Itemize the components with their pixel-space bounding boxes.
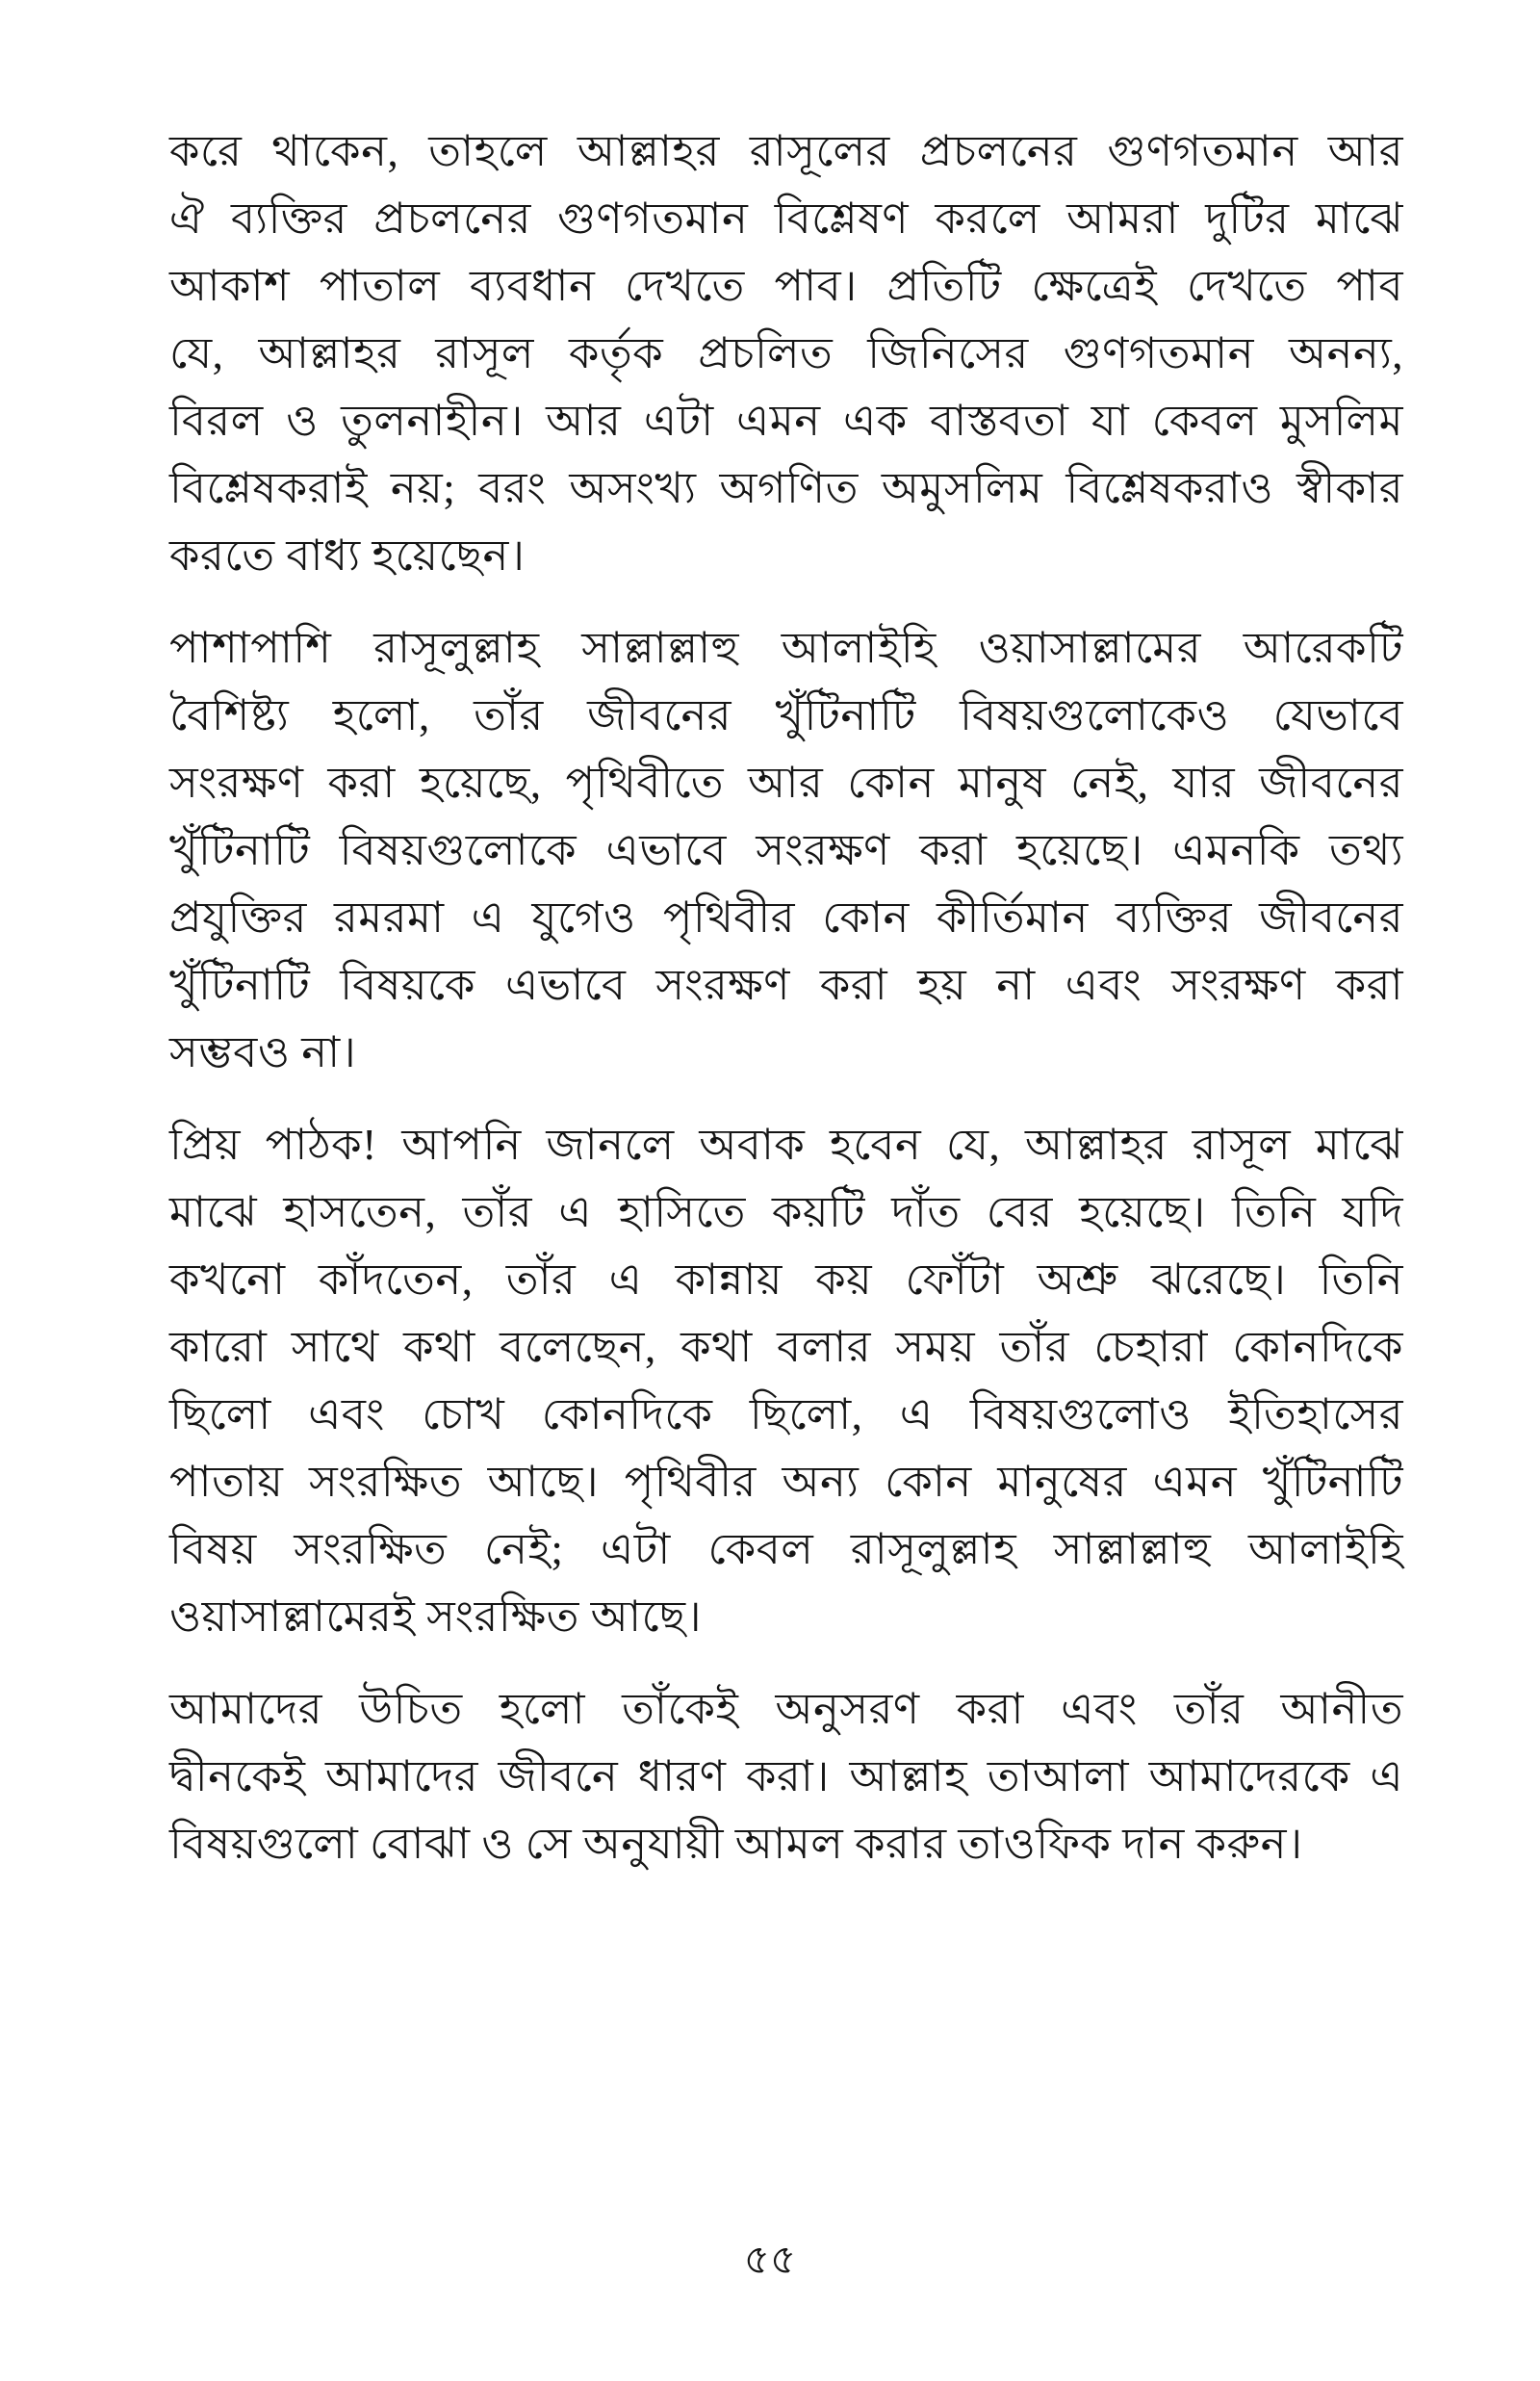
text-line: বিষয়গুলো বোঝা ও সে অনুযায়ী আমল করার তাওফিক দান করুন।: [169, 1820, 1303, 1868]
paragraph: [169, 117, 1403, 589]
text-line: বৈশিষ্ট্য হলো, তাঁর জীবনের খুঁটিনাটি বিষয়গুলোকেও যেভাবে: [169, 691, 1403, 739]
text-line: বিশ্লেষকরাই নয়; বরং অসংখ্য অগণিত অমুসলিম বিশ্লেষকরাও স্বীকার: [169, 464, 1403, 512]
paragraph: [169, 614, 1403, 1086]
text-line: বিরল ও তুলনাহীন। আর এটা এমন এক বাস্তবতা যা কেবল মুসলিম: [169, 397, 1403, 445]
text-line: পাশাপাশি রাসূলুল্লাহ সাল্লাল্লাহু আলাইহি ওয়াসাল্লামের আরেকটি: [169, 624, 1403, 672]
text-line: খুঁটিনাটি বিষয়গুলোকে এভাবে সংরক্ষণ করা হয়েছে। এমনকি তথ্য: [169, 826, 1403, 874]
text-line: আমাদের উচিত হলো তাঁকেই অনুসরণ করা এবং তাঁর আনীত: [169, 1685, 1403, 1733]
paragraph: [169, 1675, 1403, 1877]
text-line: ওয়াসাল্লামেরই সংরক্ষিত আছে।: [169, 1592, 703, 1641]
text-line: কখনো কাঁদতেন, তাঁর এ কান্নায় কয় ফোঁটা অশ্রু ঝরেছে। তিনি: [169, 1255, 1403, 1304]
page-number: ৫৫: [743, 2239, 797, 2283]
text-line: আকাশ পাতাল ব্যবধান দেখতে পাব। প্রতিটি ক্ষেত্রেই দেখতে পাব: [169, 262, 1403, 310]
text-line: খুঁটিনাটি বিষয়কে এভাবে সংরক্ষণ করা হয় না এবং সংরক্ষণ করা: [169, 961, 1403, 1009]
text-line: করে থাকেন, তাহলে আল্লাহর রাসূলের প্রচলনের গুণগতমান আর: [169, 127, 1403, 175]
text-line: বিষয় সংরক্ষিত নেই; এটা কেবল রাসূলুল্লাহ সাল্লাল্লাহু আলাইহি: [169, 1525, 1403, 1573]
page-body: [169, 117, 1403, 1902]
text-line: সংরক্ষণ করা হয়েছে, পৃথিবীতে আর কোন মানুষ নেই, যার জীবনের: [169, 759, 1403, 807]
text-line: প্রিয় পাঠক! আপনি জানলে অবাক হবেন যে, আল্লাহর রাসূল মাঝে: [169, 1121, 1403, 1169]
text-line: সম্ভবও না।: [169, 1028, 357, 1076]
text-line: পাতায় সংরক্ষিত আছে। পৃথিবীর অন্য কোন মানুষের এমন খুঁটিনাটি: [169, 1458, 1403, 1506]
text-line: যে, আল্লাহর রাসূল কর্তৃক প্রচলিত জিনিসের গুণগতমান অনন্য,: [169, 329, 1403, 377]
text-line: প্রযুক্তির রমরমা এ যুগেও পৃথিবীর কোন কীর্তিমান ব্যক্তির জীবনের: [169, 893, 1403, 942]
text-line: ঐ ব্যক্তির প্রচলনের গুণগতমান বিশ্লেষণ করলে আমরা দুটির মাঝে: [169, 194, 1403, 243]
text-line: দ্বীনকেই আমাদের জীবনে ধারণ করা। আল্লাহ তাআলা আমাদেরকে এ: [169, 1752, 1403, 1800]
paragraph: [169, 1111, 1403, 1650]
text-line: করতে বাধ্য হয়েছেন।: [169, 531, 526, 580]
text-line: ছিলো এবং চোখ কোনদিকে ছিলো, এ বিষয়গুলোও ইতিহাসের: [169, 1390, 1403, 1438]
text-line: মাঝে হাসতেন, তাঁর এ হাসিতে কয়টি দাঁত বের হয়েছে। তিনি যদি: [169, 1188, 1403, 1236]
text-line: কারো সাথে কথা বলেছেন, কথা বলার সময় তাঁর চেহারা কোনদিকে: [169, 1323, 1403, 1371]
